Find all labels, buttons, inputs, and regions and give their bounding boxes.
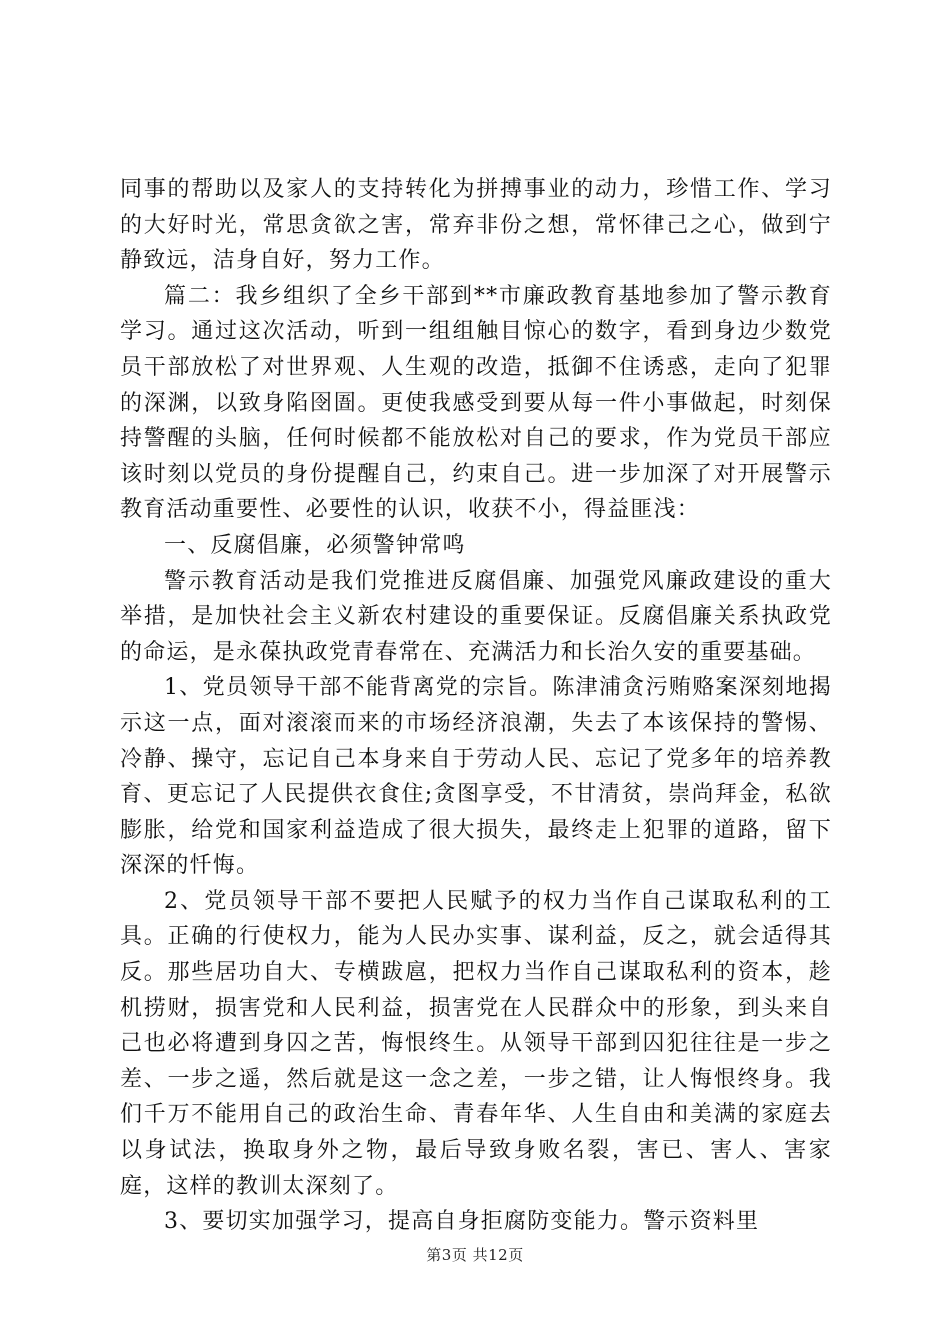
paragraph-point-3: 3、要切实加强学习，提高自身拒腐防变能力。警示资料里 [164,1209,760,1235]
document-body [120,172,832,1240]
page-number-footer: 第3页 共12页 [426,1246,524,1264]
paragraph-section-1: 警示教育活动是我们党推进反腐倡廉、加强党风廉政建设的重大举措，是加快社会主义新农村建设的重要保证。反腐倡廉关系执政党的命运，是永葆执政党青春常在、充满活力和长治久安的重要基础。 [120,568,832,665]
paragraph-continuation: 同事的帮助以及家人的支持转化为拼搏事业的动力，珍惜工作、学习的大好时光，常思贪欲之害，常弃非份之想，常怀律己之心，做到宁静致远，洁身自好，努力工作。 [120,177,832,274]
paragraph-point-1: 1、党员领导干部不能背离党的宗旨。陈津浦贪污贿赂案深刻地揭示这一点，面对滚滚而来的市场经济浪潮，失去了本该保持的警惕、冷静、操守，忘记自己本身来自于劳动人民、忘记了党多年的培养教育、更忘记了人民提供衣食住;贪图享受，不甘清贫，崇尚拜金，私欲膨胀，给党和国家利益造成了很大损失，最终走上犯罪的道路，留下深深的忏悔。 [120,675,832,879]
section-heading-1: 一、反腐倡廉，必须警钟常鸣 [164,532,466,558]
paragraph-part-two-intro: 篇二：我乡组织了全乡干部到**市廉政教育基地参加了警示教育学习。通过这次活动，听到一组组触目惊心的数字，看到身边少数党员干部放松了对世界观、人生观的改造，抵御不住诱惑，走向了犯罪的深渊，以致身陷囹圄。更使我感受到要从每一件小事做起，时刻保持警醒的头脑，任何时候都不能放松对自己的要求，作为党员干部应该时刻以党员的身份提醒自己，约束自己。进一步加深了对开展警示教育活动重要性、必要性的认识，收获不小，得益匪浅： [120,283,832,523]
paragraph-point-2: 2、党员领导干部不要把人民赋予的权力当作自己谋取私利的工具。正确的行使权力，能为人民办实事、谋利益，反之，就会适得其反。那些居功自大、专横跋扈，把权力当作自己谋取私利的资本，趁机捞财，损害党和人民利益，损害党在人民群众中的形象，到头来自己也必将遭到身囚之苦，悔恨终生。从领导干部到囚犯往往是一步之差、一步之遥，然后就是这一念之差，一步之错，让人悔恨终身。我们千万不能用自己的政治生命、青春年华、人生自由和美满的家庭去以身试法，换取身外之物，最后导致身败名裂，害已、害人、害家庭，这样的教训太深刻了。 [120,888,832,1199]
